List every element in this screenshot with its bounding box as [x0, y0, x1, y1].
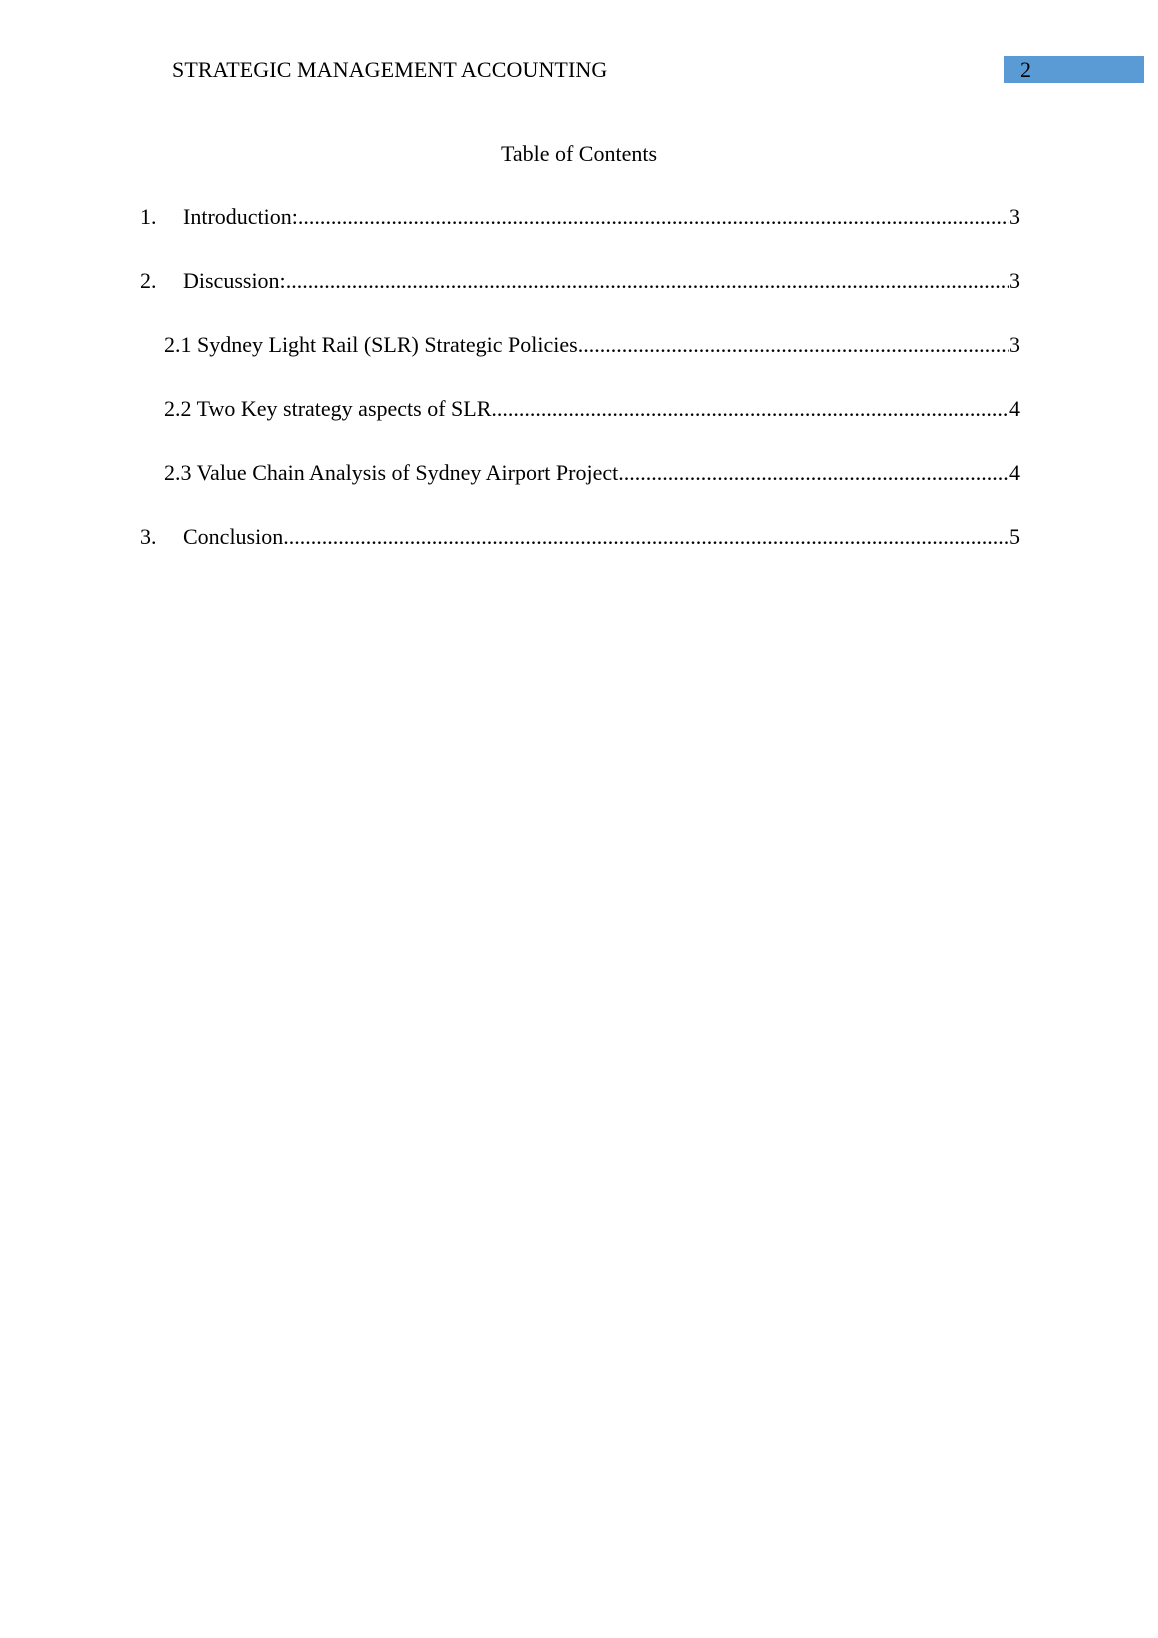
toc-entry-key-strategy-aspects[interactable]: [164, 395, 1020, 423]
toc-entry-page: 3: [1009, 204, 1020, 229]
toc-entry-text: 2.3 Value Chain Analysis of Sydney Airport Project: [164, 460, 619, 485]
toc-title: Table of Contents: [500, 141, 658, 166]
toc-entry-text: 2.1 Sydney Light Rail (SLR) Strategic Policies: [164, 332, 578, 357]
toc-entry-text: Conclusion: [183, 524, 284, 549]
dot-leader: [618, 459, 1009, 487]
toc-entry-page: 3: [1009, 332, 1020, 357]
toc-entry-page: 4: [1009, 396, 1020, 421]
dot-leader: [283, 523, 1009, 551]
toc-entry-discussion[interactable]: [140, 267, 1020, 295]
dot-leader: [491, 395, 1009, 423]
dot-leader: [578, 331, 1009, 359]
running-head: STRATEGIC MANAGEMENT ACCOUNTING: [172, 57, 608, 82]
toc-entry-page: 3: [1009, 268, 1020, 293]
toc-entry-number: 2.: [140, 268, 157, 293]
toc-entry-value-chain-analysis[interactable]: [164, 459, 1020, 487]
toc-entry-number: 3.: [140, 524, 157, 549]
dot-leader: [286, 267, 1009, 295]
dot-leader: [298, 203, 1009, 231]
toc-entry-page: 4: [1009, 460, 1020, 485]
toc-entry-text: Introduction:: [183, 204, 298, 229]
table-of-contents: [0, 0, 1158, 600]
toc-entry-slr-strategic-policies[interactable]: [164, 331, 1020, 359]
toc-entry-conclusion[interactable]: [140, 523, 1020, 551]
toc-entry-page: 5: [1009, 524, 1020, 549]
toc-entry-introduction[interactable]: [140, 203, 1020, 231]
toc-entry-text: Discussion:: [183, 268, 286, 293]
toc-entry-text: 2.2 Two Key strategy aspects of SLR: [164, 396, 492, 421]
page-number: 2: [1020, 57, 1031, 82]
toc-entry-number: 1.: [140, 204, 157, 229]
